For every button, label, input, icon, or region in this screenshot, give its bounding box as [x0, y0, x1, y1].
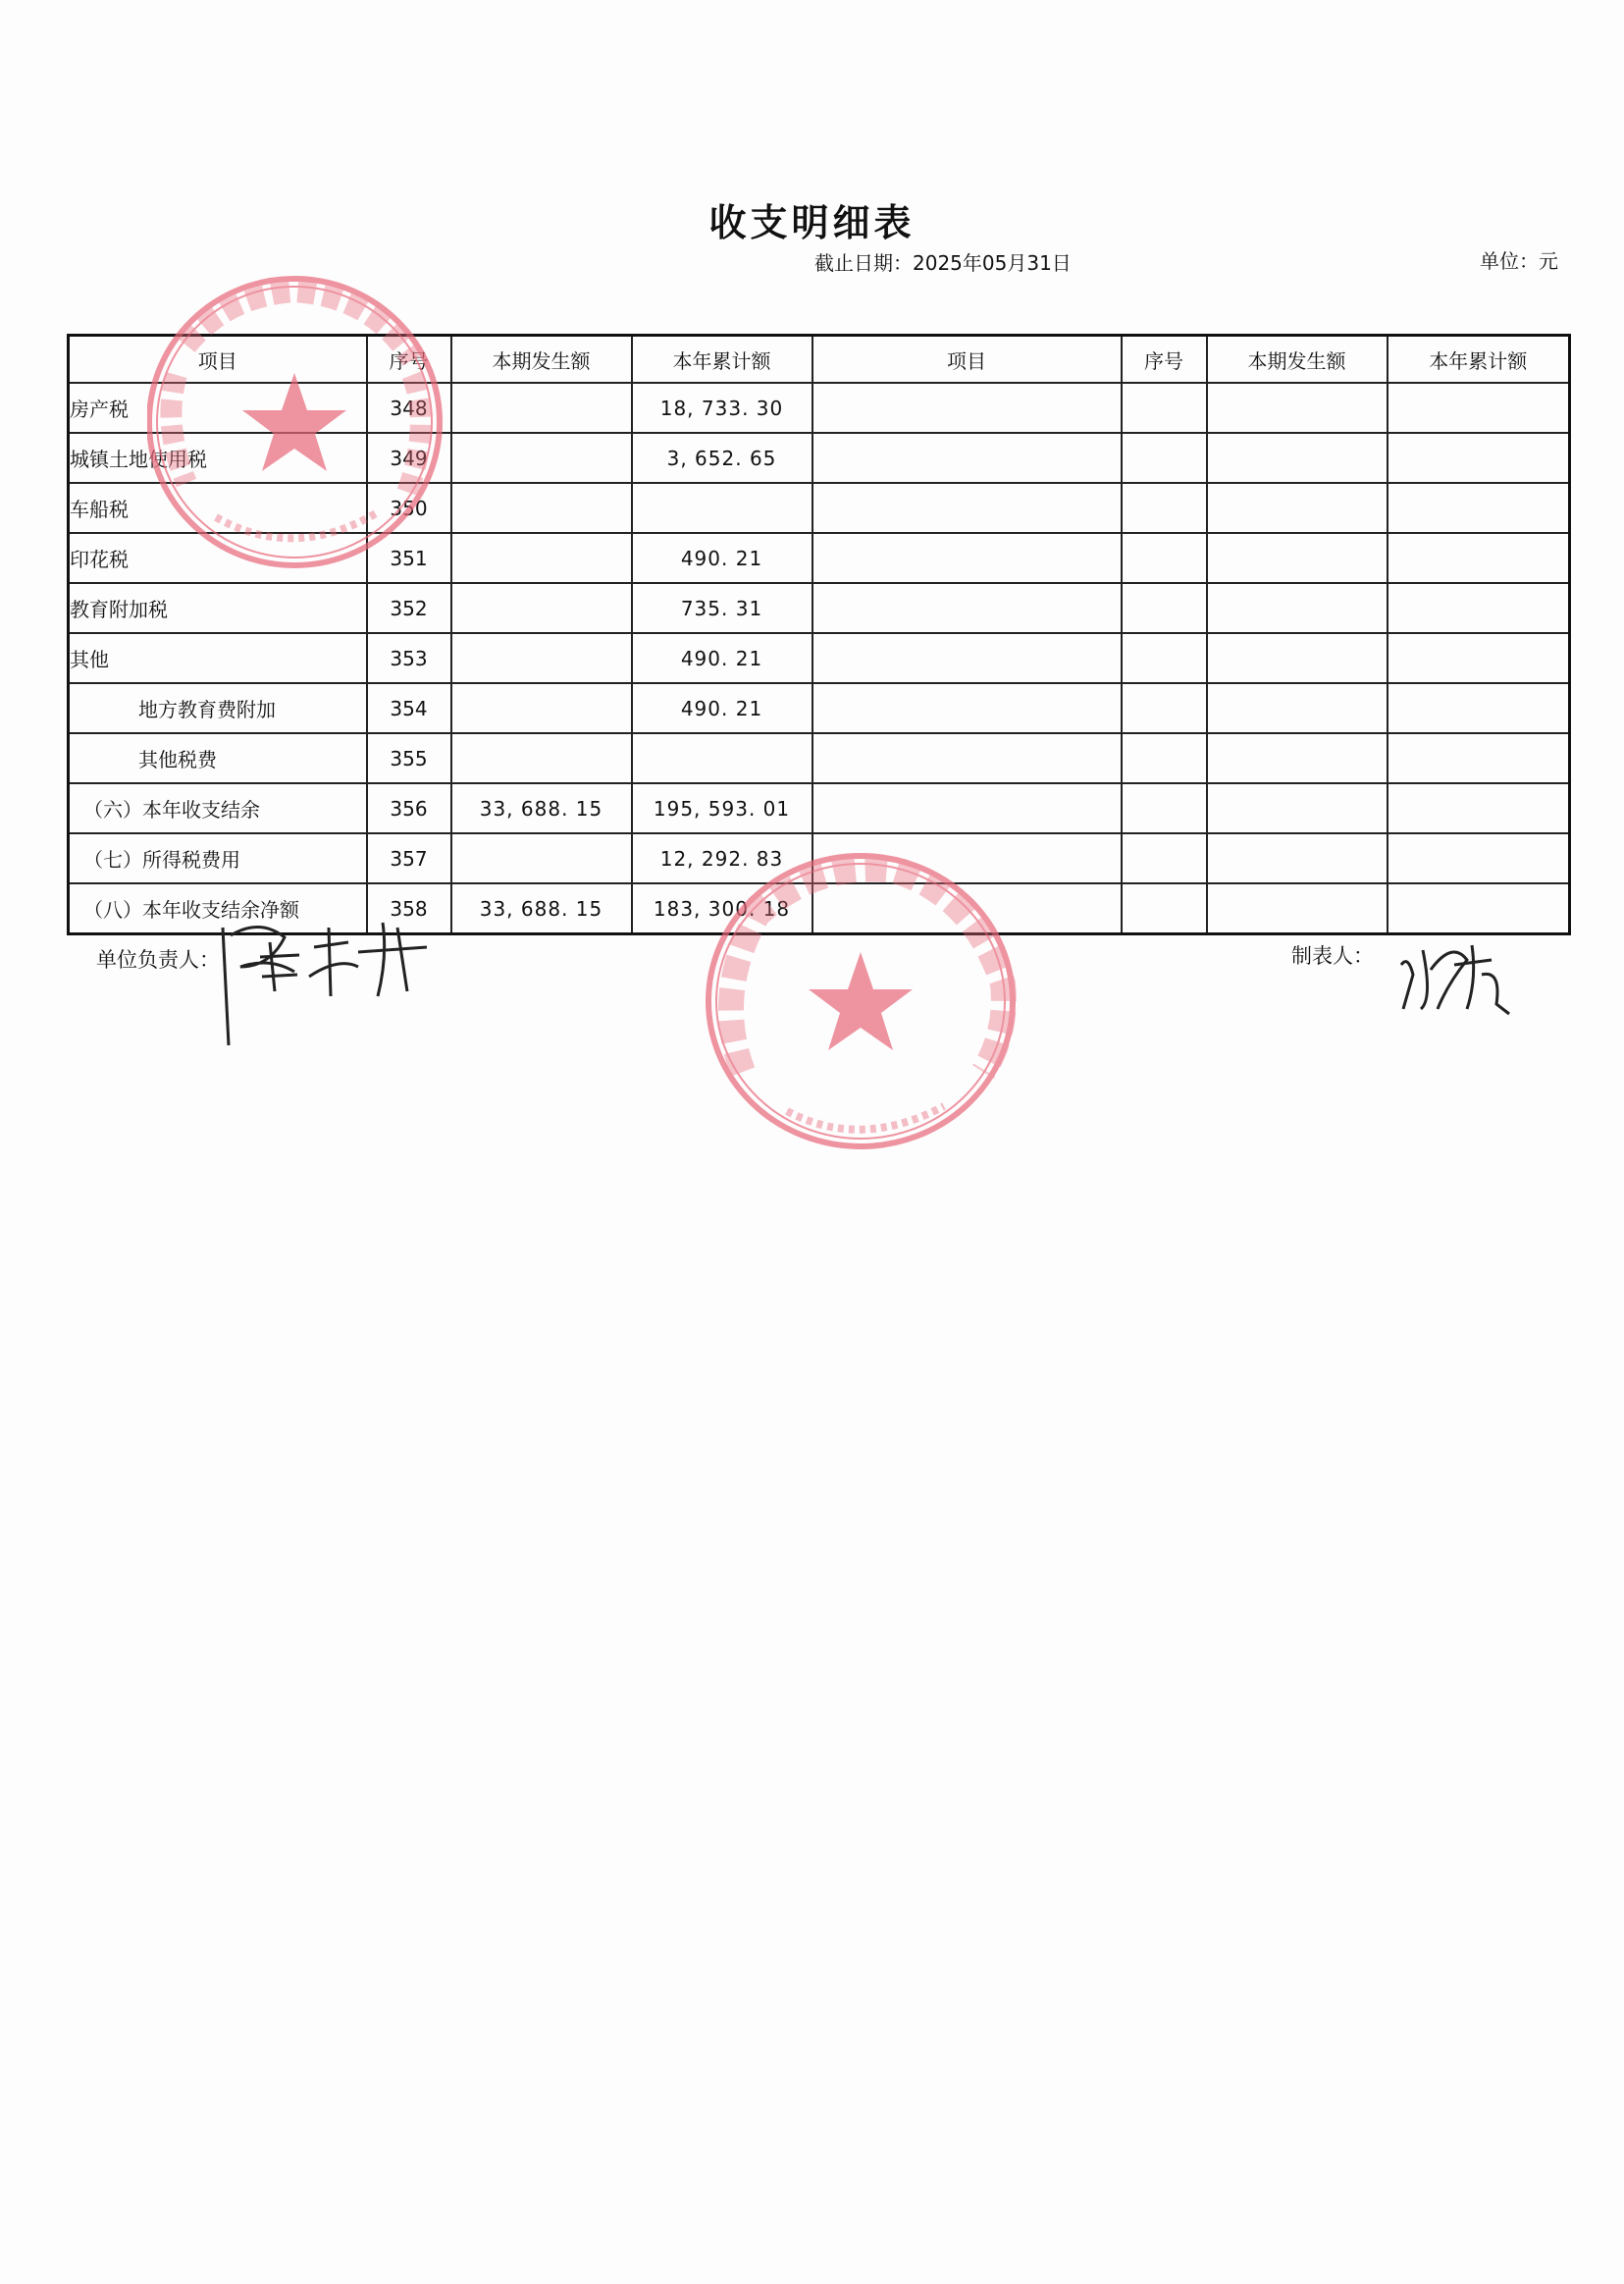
empty-cell [812, 533, 1122, 583]
empty-cell [1207, 533, 1388, 583]
table-row [69, 483, 1570, 533]
row-seq: 356 [367, 783, 451, 833]
unit-label: 单位：元 [1480, 249, 1558, 273]
header-item: 项目 [69, 336, 367, 384]
row-ytd [632, 483, 812, 533]
row-ytd: 490. 21 [632, 633, 812, 683]
row-ytd: 3, 652. 65 [632, 433, 812, 483]
row-item: （七）所得税费用 [69, 833, 367, 883]
responsible-person-label: 单位负责人： [96, 948, 220, 972]
income-expense-table [67, 334, 1571, 935]
empty-cell [1122, 683, 1207, 733]
empty-cell [1388, 533, 1570, 583]
header-ytd: 本年累计额 [632, 336, 812, 384]
row-item: 其他 [69, 633, 367, 683]
row-seq: 348 [367, 383, 451, 433]
empty-cell [812, 783, 1122, 833]
table-header-row [69, 336, 1570, 384]
empty-cell [1122, 533, 1207, 583]
table-row [69, 783, 1570, 833]
empty-cell [1207, 883, 1388, 934]
empty-cell [1207, 783, 1388, 833]
table-row [69, 833, 1570, 883]
preparer-label: 制表人： [1291, 944, 1374, 968]
table-row [69, 433, 1570, 483]
empty-cell [1207, 583, 1388, 633]
row-current [451, 633, 632, 683]
empty-cell [1207, 433, 1388, 483]
row-item: 城镇土地使用税 [69, 433, 367, 483]
row-current [451, 533, 632, 583]
header-current-right: 本期发生额 [1207, 336, 1388, 384]
header-current: 本期发生额 [451, 336, 632, 384]
row-seq: 358 [367, 883, 451, 934]
empty-cell [1122, 883, 1207, 934]
row-seq: 357 [367, 833, 451, 883]
empty-cell [1122, 783, 1207, 833]
empty-cell [1388, 383, 1570, 433]
header-ytd-right: 本年累计额 [1388, 336, 1570, 384]
row-item: 车船税 [69, 483, 367, 533]
preparer-signature [1393, 930, 1521, 1019]
empty-cell [1388, 883, 1570, 934]
empty-cell [812, 833, 1122, 883]
empty-cell [1388, 483, 1570, 533]
table-row [69, 383, 1570, 433]
row-seq: 351 [367, 533, 451, 583]
row-seq: 355 [367, 733, 451, 783]
empty-cell [812, 683, 1122, 733]
table-row [69, 683, 1570, 733]
empty-cell [812, 483, 1122, 533]
row-ytd: 735. 31 [632, 583, 812, 633]
row-current [451, 833, 632, 883]
empty-cell [1207, 383, 1388, 433]
row-seq: 349 [367, 433, 451, 483]
row-item: 教育附加税 [69, 583, 367, 633]
row-seq: 354 [367, 683, 451, 733]
empty-cell [812, 433, 1122, 483]
table-row [69, 633, 1570, 683]
empty-cell [812, 633, 1122, 683]
row-item: 其他税费 [69, 733, 367, 783]
header-seq: 序号 [367, 336, 451, 384]
row-current [451, 733, 632, 783]
empty-cell [1388, 583, 1570, 633]
document-title: 收支明细表 [708, 201, 916, 244]
empty-cell [1207, 483, 1388, 533]
row-item: 地方教育费附加 [69, 683, 367, 733]
table-row [69, 583, 1570, 633]
row-current: 33, 688. 15 [451, 883, 632, 934]
row-ytd: 183, 300. 18 [632, 883, 812, 934]
row-current [451, 683, 632, 733]
row-ytd: 490. 21 [632, 533, 812, 583]
row-item: 印花税 [69, 533, 367, 583]
empty-cell [1388, 433, 1570, 483]
empty-cell [1207, 633, 1388, 683]
empty-cell [1122, 483, 1207, 533]
header-seq-right: 序号 [1122, 336, 1207, 384]
row-seq: 352 [367, 583, 451, 633]
empty-cell [1122, 383, 1207, 433]
row-ytd: 490. 21 [632, 683, 812, 733]
row-seq: 350 [367, 483, 451, 533]
table-row [69, 733, 1570, 783]
table-row [69, 883, 1570, 934]
row-current: 33, 688. 15 [451, 783, 632, 833]
empty-cell [1122, 733, 1207, 783]
empty-cell [1388, 633, 1570, 683]
empty-cell [1207, 683, 1388, 733]
empty-cell [1388, 733, 1570, 783]
header-item-right: 项目 [812, 336, 1122, 384]
row-ytd: 12, 292. 83 [632, 833, 812, 883]
row-ytd [632, 733, 812, 783]
row-current [451, 583, 632, 633]
empty-cell [812, 583, 1122, 633]
empty-cell [1207, 733, 1388, 783]
row-item: （八）本年收支结余净额 [69, 883, 367, 934]
cutoff-date: 截止日期：2025年05月31日 [814, 251, 1072, 275]
empty-cell [812, 733, 1122, 783]
row-current [451, 483, 632, 533]
row-current [451, 433, 632, 483]
empty-cell [812, 383, 1122, 433]
row-item: （六）本年收支结余 [69, 783, 367, 833]
row-ytd: 18, 733. 30 [632, 383, 812, 433]
empty-cell [1207, 833, 1388, 883]
row-ytd: 195, 593. 01 [632, 783, 812, 833]
row-item: 房产税 [69, 383, 367, 433]
empty-cell [1388, 683, 1570, 733]
empty-cell [1122, 833, 1207, 883]
empty-cell [1122, 433, 1207, 483]
row-seq: 353 [367, 633, 451, 683]
empty-cell [1122, 583, 1207, 633]
empty-cell [812, 883, 1122, 934]
empty-cell [1388, 783, 1570, 833]
table-row [69, 533, 1570, 583]
empty-cell [1388, 833, 1570, 883]
row-current [451, 383, 632, 433]
empty-cell [1122, 633, 1207, 683]
